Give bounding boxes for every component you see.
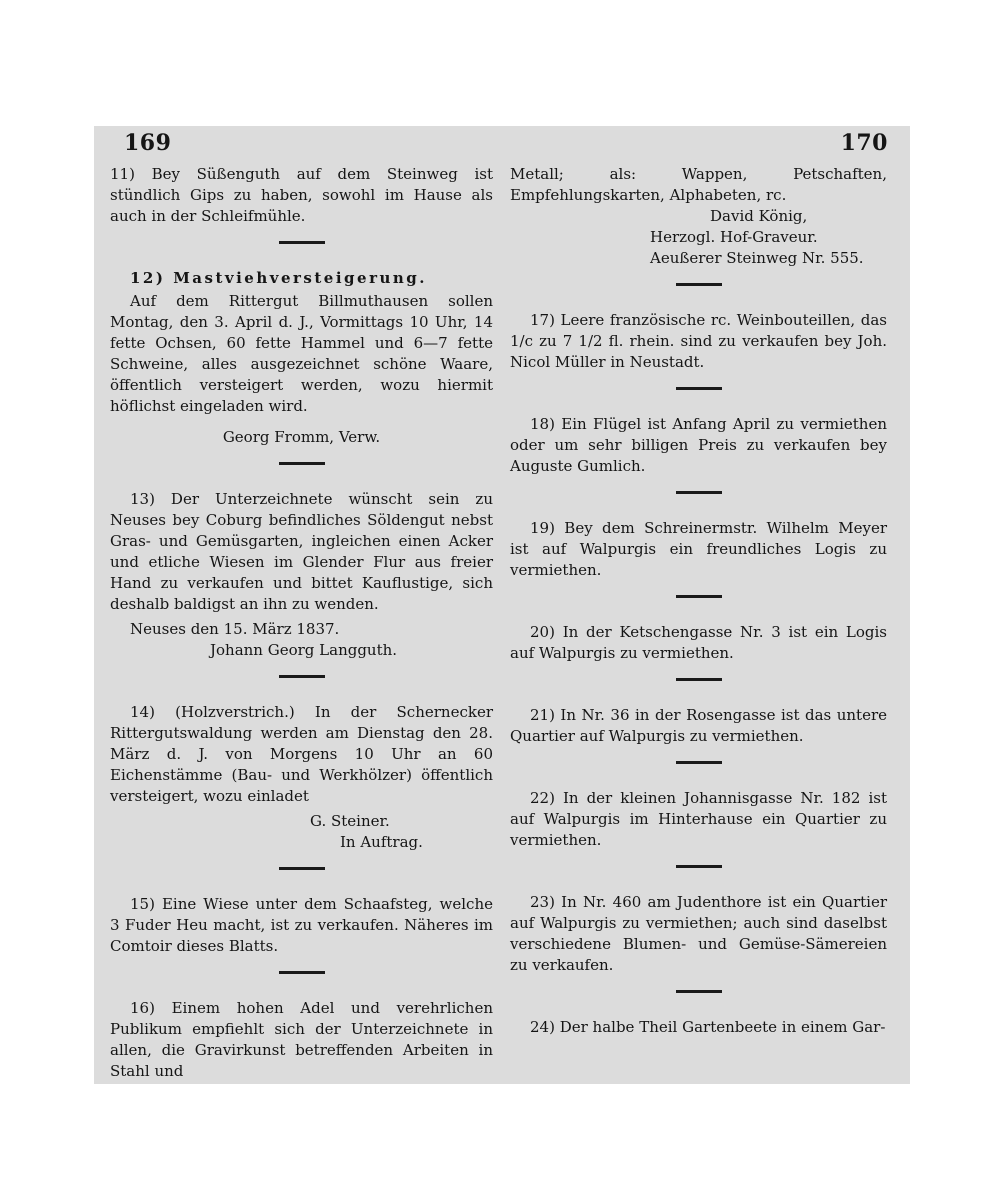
separator-rule <box>676 761 722 764</box>
notice-text: 21) In Nr. 36 in der Rosengasse ist das untere Quartier auf Walpurgis zu vermiethen. <box>510 706 887 745</box>
separator-rule <box>279 867 325 870</box>
notice-signature: Johann Georg Langguth. <box>210 641 398 659</box>
notice-text: Auf dem Rittergut Billmuthausen sollen Montag, den 3. April d. J., Vormittags 10 Uhr, 14 fette Ochsen, 60 fette Hammel und 6—7 fette Schweine, alles ausgezeichnet schöne Waare, öffentlich versteigert werden, wozu hiermit höflichst eingeladen wird. <box>110 292 493 415</box>
notice-19 <box>510 518 887 581</box>
notice-text: Metall; als: Wappen, Petschaften, Empfehlungskarten, Alphabeten, rc. <box>510 165 887 204</box>
notice-text: 16) Einem hohen Adel und verehrlichen Publikum empfiehlt sich der Unterzeichnete in allen, die Gravirkunst betreffenden Arbeiten in Stahl und <box>110 999 493 1080</box>
notice-text: 19) Bey dem Schreinermstr. Wilhelm Meyer ist auf Walpurgis ein freundliches Logis zu vermiethen. <box>510 519 887 579</box>
notice-15 <box>110 894 493 957</box>
separator-rule <box>676 387 722 390</box>
notice-text: 17) Leere französische rc. Weinbouteillen, das 1/c zu 7 1/2 fl. rhein. sind zu verkaufen bey Joh. Nicol Müller in Neustadt. <box>510 311 887 371</box>
notice-16-continued <box>510 164 887 269</box>
right-column <box>510 164 887 1038</box>
notice-signature: Georg Fromm, Verw. <box>222 428 381 446</box>
separator-rule <box>676 678 722 681</box>
notice-text: 18) Ein Flügel ist Anfang April zu vermiethen oder um sehr billigen Preis zu verkaufen bey Auguste Gumlich. <box>510 415 887 475</box>
notice-13 <box>110 489 493 661</box>
notice-22 <box>510 788 887 851</box>
separator-rule <box>676 595 722 598</box>
separator-rule <box>676 865 722 868</box>
notice-heading: 12) Mastviehversteigerung. <box>130 269 427 287</box>
notice-text: 22) In der kleinen Johannisgasse Nr. 182 ist auf Walpurgis im Hinterhause ein Quartier zu vermiethen. <box>510 789 887 849</box>
notice-text: 11) Bey Süßenguth auf dem Steinweg ist stündlich Gips zu haben, sowohl im Hause als auch in der Schleifmühle. <box>110 165 493 225</box>
separator-rule <box>676 283 722 286</box>
notice-text: 23) In Nr. 460 am Judenthore ist ein Quartier auf Walpurgis zu vermiethen; auch sind daselbst verschiedene Blumen- und Gemüse-Sämereien zu verkaufen. <box>510 893 887 974</box>
notice-20 <box>510 622 887 664</box>
separator-rule <box>279 675 325 678</box>
page-number-right: 170 <box>840 130 888 156</box>
notice-text: 14) (Holzverstrich.) In der Schernecker Rittergutswaldung werden am Dienstag den 28. März d. J. von Morgens 10 Uhr an 60 Eichenstämme (Bau- und Werkhölzer) öffentlich versteigert, wozu einladet <box>110 703 493 805</box>
separator-rule <box>676 491 722 494</box>
notice-text: 24) Der halbe Theil Gartenbeete in einem Gar- <box>530 1018 886 1036</box>
notice-signature-address: Aeußerer Steinweg Nr. 555. <box>650 249 864 267</box>
separator-rule <box>279 241 325 244</box>
page-number-left: 169 <box>124 130 172 156</box>
notice-text: 15) Eine Wiese unter dem Schaafsteg, welche 3 Fuder Heu macht, ist zu verkaufen. Näheres im Comtoir dieses Blatts. <box>110 895 493 955</box>
notice-21 <box>510 705 887 747</box>
left-column <box>110 164 493 1082</box>
notice-date: Neuses den 15. März 1837. <box>130 620 340 638</box>
separator-rule <box>279 971 325 974</box>
notice-24 <box>510 1017 887 1038</box>
separator-rule <box>676 990 722 993</box>
notice-text: 20) In der Ketschengasse Nr. 3 ist ein Logis auf Walpurgis zu vermiethen. <box>510 623 887 662</box>
notice-18 <box>510 414 887 477</box>
notice-signature: David König, <box>710 207 808 225</box>
notice-signature-note: In Auftrag. <box>340 833 423 851</box>
notice-11 <box>110 164 493 227</box>
notice-16 <box>110 998 493 1082</box>
notice-text: 13) Der Unterzeichnete wünscht sein zu Neuses bey Coburg befindliches Söldengut nebst Gras- und Gemüsgarten, ingleichen einen Acker und etliche Wiesen im Glender Flur aus freier Hand zu verkaufen und bittet Kauflustige, sich deshalb baldigst an ihn zu wenden. <box>110 490 493 613</box>
notice-14 <box>110 702 493 853</box>
notice-signature-title: Herzogl. Hof-Graveur. <box>650 228 818 246</box>
notice-23 <box>510 892 887 976</box>
separator-rule <box>279 462 325 465</box>
notice-12 <box>110 268 493 448</box>
notice-signature: G. Steiner. <box>310 812 390 830</box>
notice-17 <box>510 310 887 373</box>
